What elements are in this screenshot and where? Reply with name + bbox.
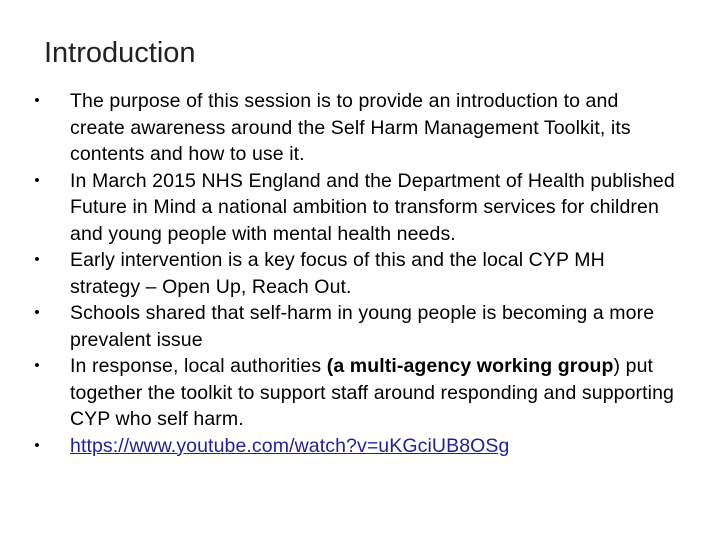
bullet-item-schools xyxy=(30,300,678,353)
bullet-text-response-bold: (a multi-agency working group xyxy=(326,355,614,377)
bullet-icon: • xyxy=(34,304,40,321)
bullet-icon: • xyxy=(34,436,40,454)
bullet-item-video-link xyxy=(30,433,678,460)
bullet-item-response xyxy=(30,353,678,433)
bullet-item-purpose xyxy=(30,88,678,168)
bullet-text-schools: Schools shared that self-harm in young people is becoming a more prevalent issue xyxy=(70,302,655,351)
bullet-item-early-intervention xyxy=(30,247,678,300)
bullet-icon: • xyxy=(34,92,40,109)
youtube-link[interactable]: https://www.youtube.com/watch?v=uKGciUB8OSg xyxy=(70,434,510,457)
bullet-text-response-start: In response, local authorities xyxy=(70,355,327,377)
bullet-text-early-intervention: Early intervention is a key focus of this and the local CYP MH strategy – Open Up, Reach Out. xyxy=(70,249,605,298)
bullet-item-future-in-mind xyxy=(30,168,678,248)
bullet-icon: • xyxy=(34,251,40,268)
bullet-text-response-end: ) put together the toolkit to support staff around responding and supporting CYP who self harm. xyxy=(70,355,674,430)
bullet-text-purpose: The purpose of this session is to provide an introduction to and create awareness around the Self Harm Management Toolkit, its contents and how to use it. xyxy=(70,90,631,165)
bullet-icon: • xyxy=(34,171,40,189)
bullet-text-future-in-mind: In March 2015 NHS England and the Department of Health published Future in Mind a national ambition to transform services for children and young people with mental health needs. xyxy=(70,169,675,245)
bullet-icon: • xyxy=(34,357,40,374)
slide-title: Introduction xyxy=(44,37,196,69)
bullet-list xyxy=(30,88,678,459)
bullet-text-response xyxy=(70,355,674,430)
